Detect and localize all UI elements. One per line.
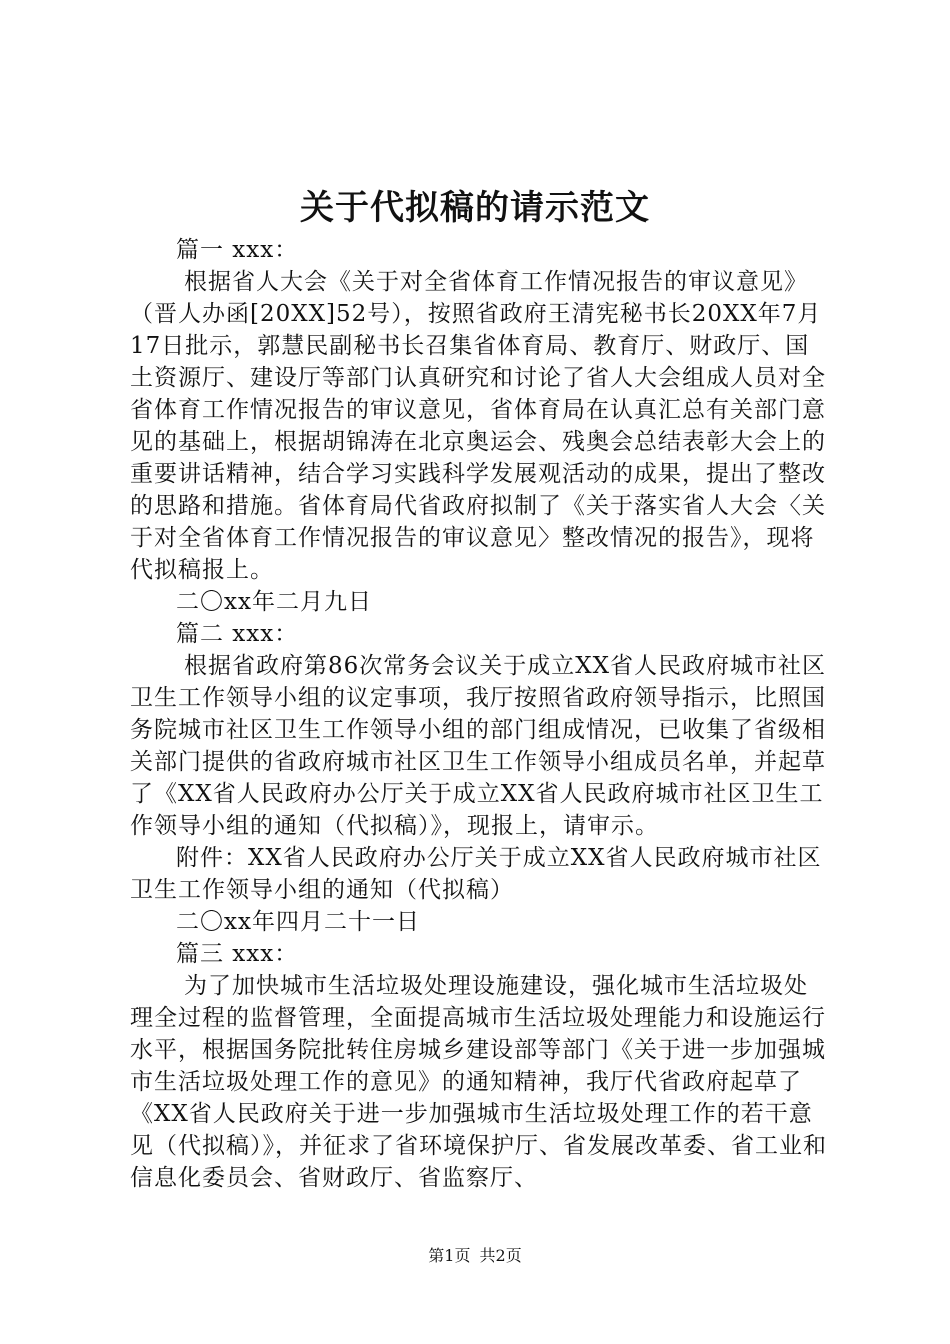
section-heading: 篇二 xxx： — [176, 621, 299, 647]
section-date: 二〇xx年二月九日 — [176, 589, 372, 615]
document-body — [130, 234, 830, 1194]
page-footer — [0, 1246, 950, 1266]
section-paragraph: 根据省人大会《关于对全省体育工作情况报告的审议意见》（晋人办函[20XX]52号），按照省政府王清宪秘书长20XX年7月17日批示，郭慧民副秘书长召集省体育局、教育厅、财政厅、国土资源厅、建设厅等部门认真研究和讨论了省人大会组成人员对全省体育工作情况报告的审议意见，省体育局在认真汇总有关部门意见的基础上，根据胡锦涛在北京奥运会、残奥会总结表彰大会上的重要讲话精神，结合学习实践科学发展观活动的成果，提出了整改的思路和措施。省体育局代省政府拟制了《关于落实省人大会〈关于对全省体育工作情况报告的审议意见〉整改情况的报告》，现将代拟稿报上。 — [130, 269, 826, 583]
section-heading: 篇一 xxx： — [176, 237, 299, 263]
section-paragraph: 根据省政府第86次常务会议关于成立XX省人民政府城市社区卫生工作领导小组的议定事项，我厅按照省政府领导指示，比照国务院城市社区卫生工作领导小组的部门组成情况，已收集了省级相关部门提供的省政府城市社区卫生工作领导小组成员名单，并起草了《XX省人民政府办公厅关于成立XX省人民政府城市社区卫生工作领导小组的通知（代拟稿）》，现报上，请审示。 — [130, 653, 827, 839]
section-date: 二〇xx年四月二十一日 — [176, 909, 420, 935]
section-heading: 篇三 xxx： — [176, 941, 299, 967]
page-total: 共2页 — [479, 1246, 522, 1265]
page-number: 第1页 — [428, 1246, 471, 1265]
section-paragraph: 为了加快城市生活垃圾处理设施建设，强化城市生活垃圾处理全过程的监督管理，全面提高城市生活垃圾处理能力和设施运行水平，根据国务院批转住房城乡建设部等部门《关于进一步加强城市生活垃圾处理工作的意见》的通知精神，我厅代省政府起草了《XX省人民政府关于进一步加强城市生活垃圾处理工作的若干意见（代拟稿）》，并征求了省环境保护厅、省发展改革委、省工业和信息化委员会、省财政厅、省监察厅、 — [130, 973, 827, 1191]
section-attachment: 附件：XX省人民政府办公厅关于成立XX省人民政府城市社区卫生工作领导小组的通知（代拟稿） — [130, 845, 822, 903]
document-title: 关于代拟稿的请示范文 — [300, 188, 650, 228]
